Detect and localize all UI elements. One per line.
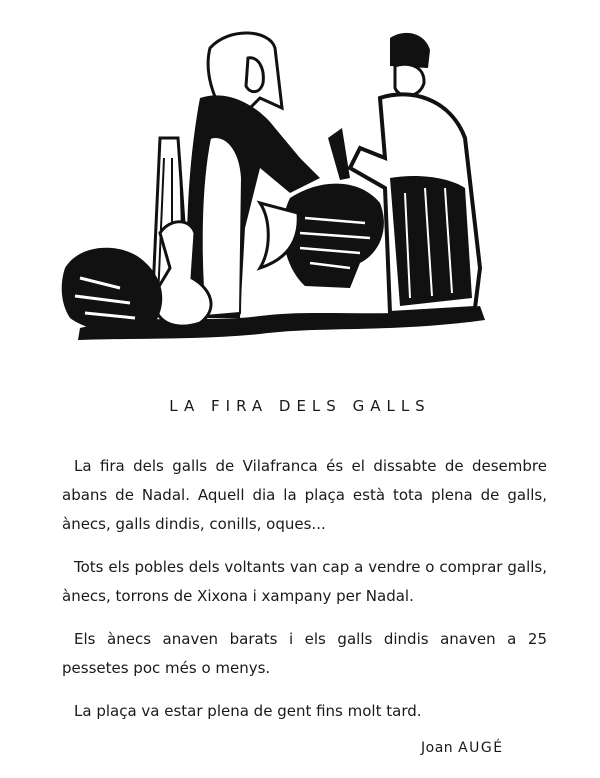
turkey-left [62, 248, 163, 332]
paragraph-1: La fira dels galls de Vilafranca és el dissabte de desembre abans de Nadal. Aquell dia la plaça està tota plena de galls, ànecs, galls dindis, conills, oques... [62, 457, 547, 533]
story-text [62, 452, 547, 726]
woodcut-illustration [60, 28, 500, 348]
man-face [395, 64, 424, 96]
page-title: LA FIRA DELS GALLS [169, 397, 431, 415]
paragraph-2: Tots els pobles dels voltants van cap a vendre o comprar galls, ànecs, torrons de Xixona i xampany per Nadal. [62, 558, 547, 605]
author-surname: AUGÉ [458, 740, 504, 756]
man-hat [390, 33, 430, 68]
woman-face [246, 58, 263, 92]
knife [328, 128, 350, 180]
paragraph-4: La plaça va estar plena de gent fins molt tard. [74, 702, 422, 720]
author-first-name: Joan [421, 740, 454, 756]
paragraph-3: Els ànecs anaven barats i els galls dindis anaven a 25 pessetes poc més o menys. [62, 630, 547, 677]
woman-apron [202, 137, 242, 316]
author-signature [421, 740, 504, 756]
